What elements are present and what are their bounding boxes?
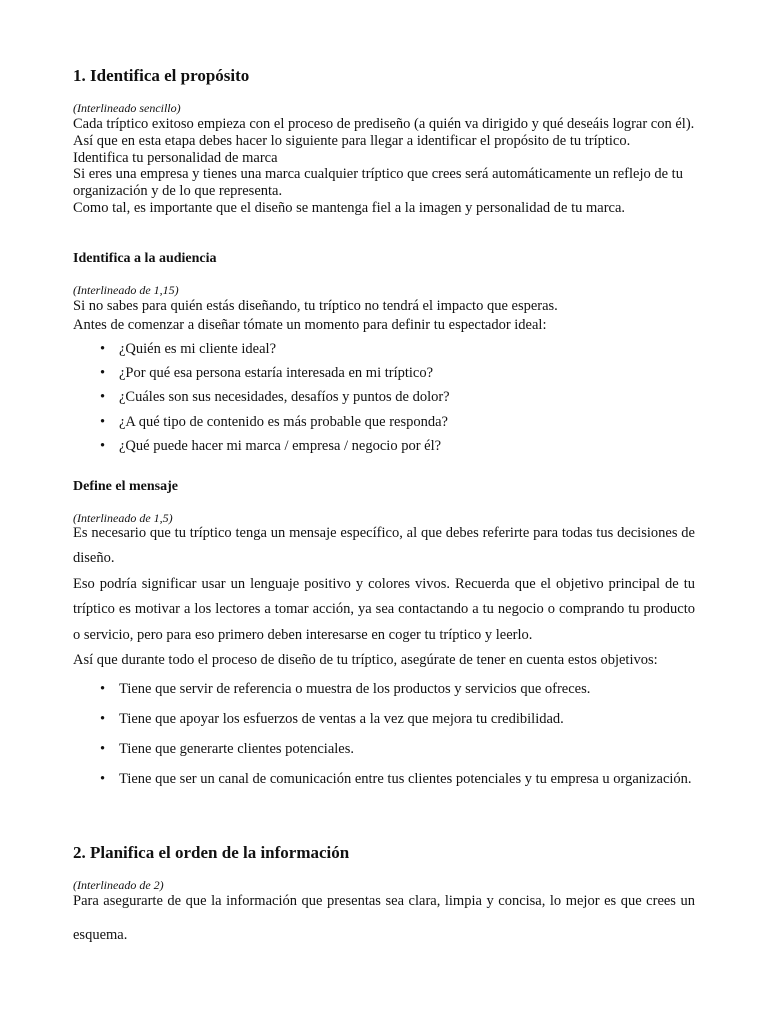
list-item: • Tiene que servir de referencia o muestra de los productos y servicios que ofreces. — [73, 677, 695, 702]
list-item: • ¿A qué tipo de contenido es más probable que responda? — [73, 414, 695, 438]
list-item: • Tiene que ser un canal de comunicación entre tus clientes potenciales y tu empresa u organización. — [73, 767, 695, 792]
list-item: • ¿Qué puede hacer mi marca / empresa / negocio por él? — [73, 438, 695, 462]
audience-spacing-note: (Interlineado de 1,15) — [73, 283, 179, 297]
message-spacing-note: (Interlineado de 1,5) — [73, 511, 173, 525]
paragraph: Identifica tu personalidad de marca — [73, 149, 278, 166]
list-item: • ¿Por qué esa persona estaría interesada en mi tríptico? — [73, 365, 695, 389]
paragraph: Cada tríptico exitoso empieza con el proceso de prediseño (a quién va dirigido y qué deseáis lograr con él). — [73, 116, 695, 132]
paragraph: Antes de comenzar a diseñar tómate un momento para definir tu espectador ideal: — [73, 317, 547, 334]
message-heading: Define el mensaje — [73, 479, 178, 494]
section1-body — [73, 116, 695, 217]
paragraph: Si no sabes para quién estás diseñando, tu tríptico no tendrá el impacto que esperas. — [73, 298, 558, 314]
section1-spacing-note: (Interlineado sencillo) — [73, 101, 181, 115]
paragraph: Para asegurarte de que la información que presentas sea clara, limpia y concisa, lo mejor es que crees un esquema. — [73, 893, 695, 943]
message-body — [73, 521, 695, 673]
section2-spacing-note: (Interlineado de 2) — [73, 878, 164, 892]
list-item: • ¿Quién es mi cliente ideal? — [73, 341, 695, 365]
paragraph: Como tal, es importante que el diseño se mantenga fiel a la imagen y personalidad de tu marca. — [73, 199, 626, 216]
section2-heading: 2. Planifica el orden de la información — [73, 843, 350, 862]
list-item: • Tiene que generarte clientes potenciales. — [73, 737, 695, 762]
audience-body — [73, 297, 695, 335]
paragraph: Así que en esta etapa debes hacer lo siguiente para llegar a identificar el propósito de tu tríptico. — [73, 132, 631, 149]
list-item: • ¿Cuáles son sus necesidades, desafíos y puntos de dolor? — [73, 389, 695, 413]
paragraph: Así que durante todo el proceso de diseño de tu tríptico, asegúrate de tener en cuenta estos objetivos: — [73, 652, 658, 669]
paragraph: Es necesario que tu tríptico tenga un mensaje específico, al que debes referirte para todas tus decisiones de diseño. — [73, 525, 695, 567]
paragraph: Si eres una empresa y tienes una marca cualquier tríptico que crees será automáticamente un reflejo de tu organización y de lo que representa. — [73, 166, 683, 200]
audience-questions-list — [73, 341, 695, 462]
section1-heading: 1. Identifica el propósito — [73, 66, 250, 85]
audience-heading: Identifica a la audiencia — [73, 251, 217, 266]
section2-body — [73, 884, 695, 952]
list-item: • Tiene que apoyar los esfuerzos de ventas a la vez que mejora tu credibilidad. — [73, 707, 695, 732]
paragraph: Eso podría significar usar un lenguaje positivo y colores vivos. Recuerda que el objetivo principal de tu tríptico es motivar a los lectores a tomar acción, ya sea contactando a tu negocio o comprando tu producto o servicio, pero para eso primero deben interesarse en coger tu tríptico y leerlo. — [73, 575, 695, 643]
message-objectives-list — [73, 677, 695, 797]
